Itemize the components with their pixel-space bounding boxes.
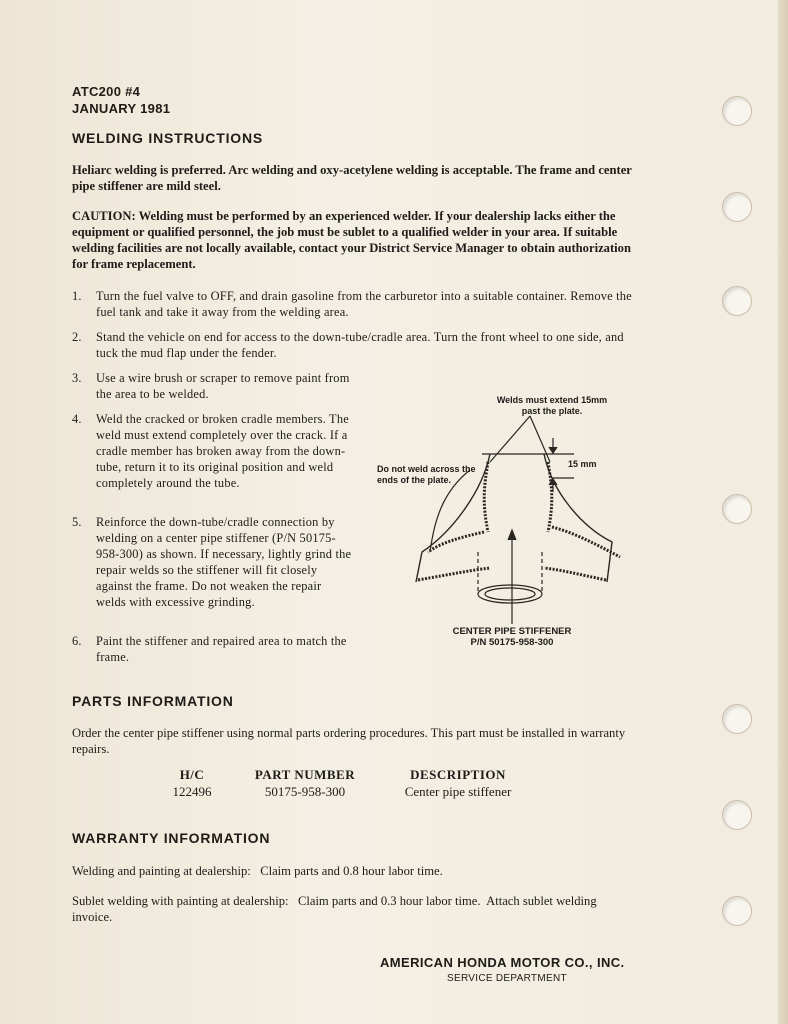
- step-text: Reinforce the down-tube/cradle connection by welding on a center pipe stiffener (P/N 50175-958-300) as shown. If necessary, lightly grind the repair welds so the stiffener will fit closely against the frame. Do not weaken the repair welds with excessive grinding.: [96, 515, 352, 609]
- step-text: Stand the vehicle on end for access to the down-tube/cradle area. Turn the front wheel to one side, and tuck the mud flap under the fender.: [96, 330, 624, 360]
- table-header: PART NUMBER: [254, 767, 356, 782]
- warranty-line: Sublet welding with painting at dealership: Claim parts and 0.3 hour labor time. Attach sublet welding invoice.: [72, 894, 600, 924]
- table-header: H/C: [179, 767, 205, 782]
- step-number: 1.: [72, 289, 82, 303]
- step-item: [72, 329, 632, 361]
- step-number: 3.: [72, 371, 82, 385]
- table-cell: Center pipe stiffener: [404, 784, 512, 799]
- binder-hole: [722, 704, 752, 734]
- table-column: [392, 766, 524, 800]
- caution-paragraph: CAUTION: Welding must be performed by an experienced welder. If your dealership lacks either the equipment or qualified personnel, the job must be sublet to a qualified welder in your area. If suitable welding facilities are not locally available, contact your District Service Manager to obtain authorization for frame replacement.: [72, 209, 631, 271]
- stiffener-diagram: [372, 392, 652, 654]
- diagram-caption-title: CENTER PIPE STIFFENER: [452, 626, 572, 637]
- parts-section-title: PARTS INFORMATION: [72, 693, 234, 709]
- step-text: Use a wire brush or scraper to remove paint from the area to be welded.: [96, 371, 350, 401]
- binder-hole: [722, 192, 752, 222]
- welding-intro: Heliarc welding is preferred. Arc welding and oxy-acetylene welding is acceptable. The frame and center pipe stiffener are mild steel.: [72, 163, 632, 193]
- stiffener-illustration: [372, 392, 652, 654]
- step-number: 2.: [72, 330, 82, 344]
- binder-hole: [722, 896, 752, 926]
- table-column: [250, 766, 360, 800]
- step-item: [72, 288, 632, 320]
- table-cell: 122496: [172, 784, 212, 799]
- no-weld-label: Do not weld across the ends of the plate.: [377, 464, 476, 485]
- binder-hole: [722, 800, 752, 830]
- step-item: [72, 370, 354, 402]
- step-text: Turn the fuel valve to OFF, and drain gasoline from the carburetor into a suitable container. Remove the fuel tank and take it away from the welding area.: [96, 289, 632, 319]
- welding-section-title: WELDING INSTRUCTIONS: [72, 130, 263, 146]
- table-cell: 50175-958-300: [264, 784, 346, 799]
- step-item: [72, 411, 354, 491]
- step-number: 6.: [72, 634, 82, 648]
- binder-hole: [722, 286, 752, 316]
- department-name: SERVICE DEPARTMENT: [447, 973, 567, 984]
- step-number: 5.: [72, 515, 82, 529]
- step-text: Weld the cracked or broken cradle members. The weld must extend completely over the crack. If a cradle member has broken away from the down-tube, return it to its original position and weld completely around the tube.: [96, 412, 349, 490]
- warranty-section-title: WARRANTY INFORMATION: [72, 830, 271, 846]
- welds-extend-label: Welds must extend 15mm past the plate.: [496, 395, 608, 416]
- model-code: ATC200 #4: [72, 84, 141, 99]
- step-number: 4.: [72, 412, 82, 426]
- bulletin-date: JANUARY 1981: [72, 101, 171, 116]
- paper-edge: [778, 0, 788, 1024]
- binder-hole: [722, 494, 752, 524]
- step-text: Paint the stiffener and repaired area to match the frame.: [96, 634, 347, 664]
- step-item: [72, 633, 354, 665]
- company-name: AMERICAN HONDA MOTOR CO., INC.: [380, 955, 625, 970]
- binder-hole: [722, 96, 752, 126]
- warranty-line: Welding and painting at dealership: Claim parts and 0.8 hour labor time.: [72, 864, 443, 878]
- frame-drawing: [416, 416, 620, 624]
- parts-text: Order the center pipe stiffener using normal parts ordering procedures. This part must be installed in warranty repairs.: [72, 726, 626, 756]
- dimension-label: 15 mm: [568, 459, 597, 469]
- table-header: DESCRIPTION: [410, 767, 506, 782]
- table-column: [170, 766, 214, 800]
- step-item: [72, 514, 354, 610]
- diagram-caption-part-number: P/N 50175-958-300: [470, 637, 554, 648]
